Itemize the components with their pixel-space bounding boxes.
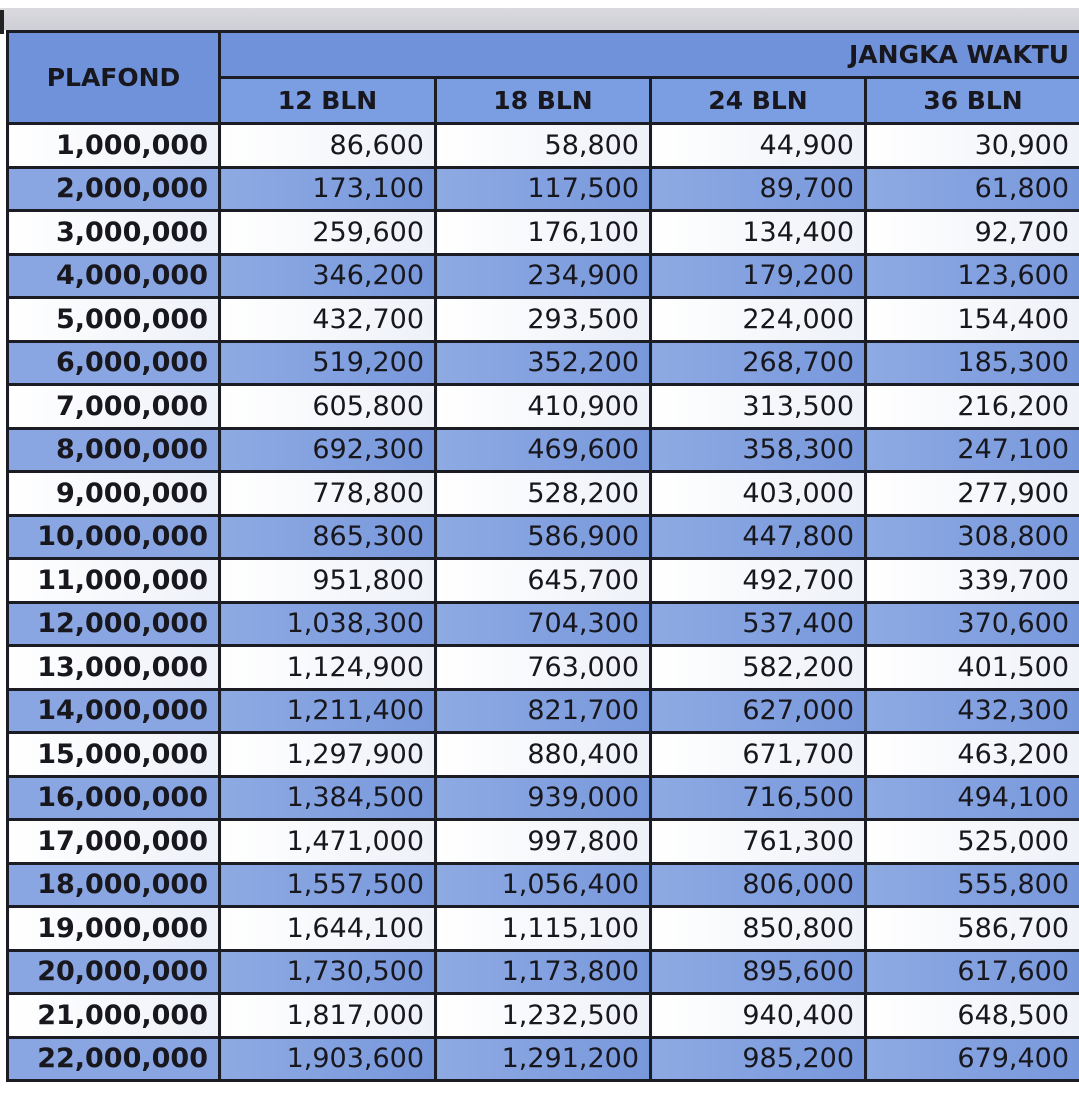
plafond-cell: 6,000,000 (8, 341, 220, 385)
installment-36-cell: 30,900 (866, 124, 1079, 168)
installment-12-cell: 1,471,000 (220, 820, 436, 864)
table-row (8, 298, 1079, 342)
installment-24-cell: 179,200 (651, 254, 866, 298)
installment-24-cell: 447,800 (651, 515, 866, 559)
installment-12-cell: 865,300 (220, 515, 436, 559)
table-row (8, 994, 1079, 1038)
table-row (8, 602, 1079, 646)
installment-18-cell: 763,000 (436, 646, 651, 690)
installment-12-cell: 778,800 (220, 472, 436, 516)
plafond-cell: 8,000,000 (8, 428, 220, 472)
installment-36-cell: 308,800 (866, 515, 1079, 559)
installment-12-cell: 1,124,900 (220, 646, 436, 690)
table-row (8, 428, 1079, 472)
installment-18-cell: 234,900 (436, 254, 651, 298)
plafond-cell: 13,000,000 (8, 646, 220, 690)
installment-12-cell: 605,800 (220, 385, 436, 429)
installment-24-cell: 671,700 (651, 733, 866, 777)
installment-36-cell: 123,600 (866, 254, 1079, 298)
term-header-24: 24 BLN (651, 78, 866, 124)
plafond-cell: 18,000,000 (8, 863, 220, 907)
installment-12-cell: 259,600 (220, 211, 436, 255)
installment-12-cell: 519,200 (220, 341, 436, 385)
table-row (8, 733, 1079, 777)
plafond-cell: 4,000,000 (8, 254, 220, 298)
plafond-cell: 19,000,000 (8, 907, 220, 951)
installment-36-cell: 370,600 (866, 602, 1079, 646)
installment-12-cell: 346,200 (220, 254, 436, 298)
installment-36-cell: 185,300 (866, 341, 1079, 385)
installment-36-cell: 586,700 (866, 907, 1079, 951)
plafond-cell: 15,000,000 (8, 733, 220, 777)
installment-36-cell: 679,400 (866, 1037, 1079, 1081)
installment-table (6, 30, 1079, 1082)
installment-12-cell: 1,817,000 (220, 994, 436, 1038)
installment-18-cell: 1,232,500 (436, 994, 651, 1038)
installment-12-cell: 173,100 (220, 167, 436, 211)
installment-36-cell: 432,300 (866, 689, 1079, 733)
term-header-36: 36 BLN (866, 78, 1079, 124)
table-row (8, 950, 1079, 994)
installment-24-cell: 403,000 (651, 472, 866, 516)
installment-24-cell: 134,400 (651, 211, 866, 255)
installment-18-cell: 352,200 (436, 341, 651, 385)
installment-18-cell: 117,500 (436, 167, 651, 211)
installment-12-cell: 1,644,100 (220, 907, 436, 951)
installment-24-cell: 224,000 (651, 298, 866, 342)
installment-24-cell: 985,200 (651, 1037, 866, 1081)
installment-36-cell: 648,500 (866, 994, 1079, 1038)
installment-36-cell: 277,900 (866, 472, 1079, 516)
table-row (8, 385, 1079, 429)
installment-24-cell: 895,600 (651, 950, 866, 994)
plafond-cell: 1,000,000 (8, 124, 220, 168)
plafond-header: PLAFOND (8, 32, 220, 124)
installment-18-cell: 586,900 (436, 515, 651, 559)
installment-24-cell: 716,500 (651, 776, 866, 820)
table-row (8, 907, 1079, 951)
installment-36-cell: 339,700 (866, 559, 1079, 603)
installment-36-cell: 216,200 (866, 385, 1079, 429)
table-row (8, 341, 1079, 385)
plafond-cell: 12,000,000 (8, 602, 220, 646)
installment-36-cell: 61,800 (866, 167, 1079, 211)
top-strip (0, 0, 1079, 30)
installment-24-cell: 358,300 (651, 428, 866, 472)
installment-18-cell: 293,500 (436, 298, 651, 342)
installment-12-cell: 1,297,900 (220, 733, 436, 777)
plafond-cell: 14,000,000 (8, 689, 220, 733)
term-header-12: 12 BLN (220, 78, 436, 124)
plafond-cell: 16,000,000 (8, 776, 220, 820)
table-row (8, 559, 1079, 603)
installment-24-cell: 850,800 (651, 907, 866, 951)
table-row (8, 1037, 1079, 1081)
table-row (8, 646, 1079, 690)
installment-18-cell: 1,291,200 (436, 1037, 651, 1081)
installment-12-cell: 1,211,400 (220, 689, 436, 733)
left-edge-mark (0, 10, 4, 34)
installment-24-cell: 627,000 (651, 689, 866, 733)
installment-18-cell: 880,400 (436, 733, 651, 777)
installment-12-cell: 1,384,500 (220, 776, 436, 820)
installment-36-cell: 92,700 (866, 211, 1079, 255)
installment-24-cell: 537,400 (651, 602, 866, 646)
installment-18-cell: 1,115,100 (436, 907, 651, 951)
table-row (8, 167, 1079, 211)
plafond-cell: 2,000,000 (8, 167, 220, 211)
installment-24-cell: 44,900 (651, 124, 866, 168)
installment-36-cell: 401,500 (866, 646, 1079, 690)
table-row (8, 776, 1079, 820)
installment-18-cell: 1,173,800 (436, 950, 651, 994)
installment-36-cell: 463,200 (866, 733, 1079, 777)
installment-36-cell: 247,100 (866, 428, 1079, 472)
table-row (8, 515, 1079, 559)
installment-18-cell: 58,800 (436, 124, 651, 168)
installment-36-cell: 617,600 (866, 950, 1079, 994)
installment-36-cell: 555,800 (866, 863, 1079, 907)
installment-12-cell: 1,903,600 (220, 1037, 436, 1081)
installment-24-cell: 761,300 (651, 820, 866, 864)
installment-18-cell: 410,900 (436, 385, 651, 429)
installment-18-cell: 821,700 (436, 689, 651, 733)
installment-18-cell: 704,300 (436, 602, 651, 646)
installment-24-cell: 582,200 (651, 646, 866, 690)
installment-12-cell: 86,600 (220, 124, 436, 168)
installment-18-cell: 939,000 (436, 776, 651, 820)
installment-24-cell: 492,700 (651, 559, 866, 603)
installment-24-cell: 940,400 (651, 994, 866, 1038)
installment-12-cell: 951,800 (220, 559, 436, 603)
installment-24-cell: 806,000 (651, 863, 866, 907)
installment-36-cell: 494,100 (866, 776, 1079, 820)
plafond-cell: 17,000,000 (8, 820, 220, 864)
installment-36-cell: 154,400 (866, 298, 1079, 342)
plafond-cell: 20,000,000 (8, 950, 220, 994)
plafond-cell: 7,000,000 (8, 385, 220, 429)
table-row (8, 472, 1079, 516)
table-row (8, 124, 1079, 168)
jangka-waktu-header: JANGKA WAKTU (220, 32, 1079, 78)
plafond-cell: 5,000,000 (8, 298, 220, 342)
installment-24-cell: 89,700 (651, 167, 866, 211)
installment-24-cell: 268,700 (651, 341, 866, 385)
plafond-cell: 10,000,000 (8, 515, 220, 559)
table-row (8, 211, 1079, 255)
installment-18-cell: 176,100 (436, 211, 651, 255)
installment-18-cell: 997,800 (436, 820, 651, 864)
table-row (8, 863, 1079, 907)
plafond-cell: 3,000,000 (8, 211, 220, 255)
table-header (8, 32, 1079, 124)
installment-12-cell: 1,730,500 (220, 950, 436, 994)
installment-18-cell: 1,056,400 (436, 863, 651, 907)
installment-12-cell: 432,700 (220, 298, 436, 342)
table-body (8, 124, 1079, 1081)
installment-12-cell: 1,557,500 (220, 863, 436, 907)
table-row (8, 254, 1079, 298)
plafond-cell: 9,000,000 (8, 472, 220, 516)
installment-24-cell: 313,500 (651, 385, 866, 429)
table-row (8, 689, 1079, 733)
plafond-cell: 11,000,000 (8, 559, 220, 603)
table-row (8, 820, 1079, 864)
term-header-18: 18 BLN (436, 78, 651, 124)
installment-18-cell: 469,600 (436, 428, 651, 472)
installment-18-cell: 528,200 (436, 472, 651, 516)
installment-12-cell: 692,300 (220, 428, 436, 472)
installment-12-cell: 1,038,300 (220, 602, 436, 646)
installment-36-cell: 525,000 (866, 820, 1079, 864)
plafond-cell: 21,000,000 (8, 994, 220, 1038)
installment-18-cell: 645,700 (436, 559, 651, 603)
plafond-cell: 22,000,000 (8, 1037, 220, 1081)
header-row-group (8, 32, 1079, 78)
